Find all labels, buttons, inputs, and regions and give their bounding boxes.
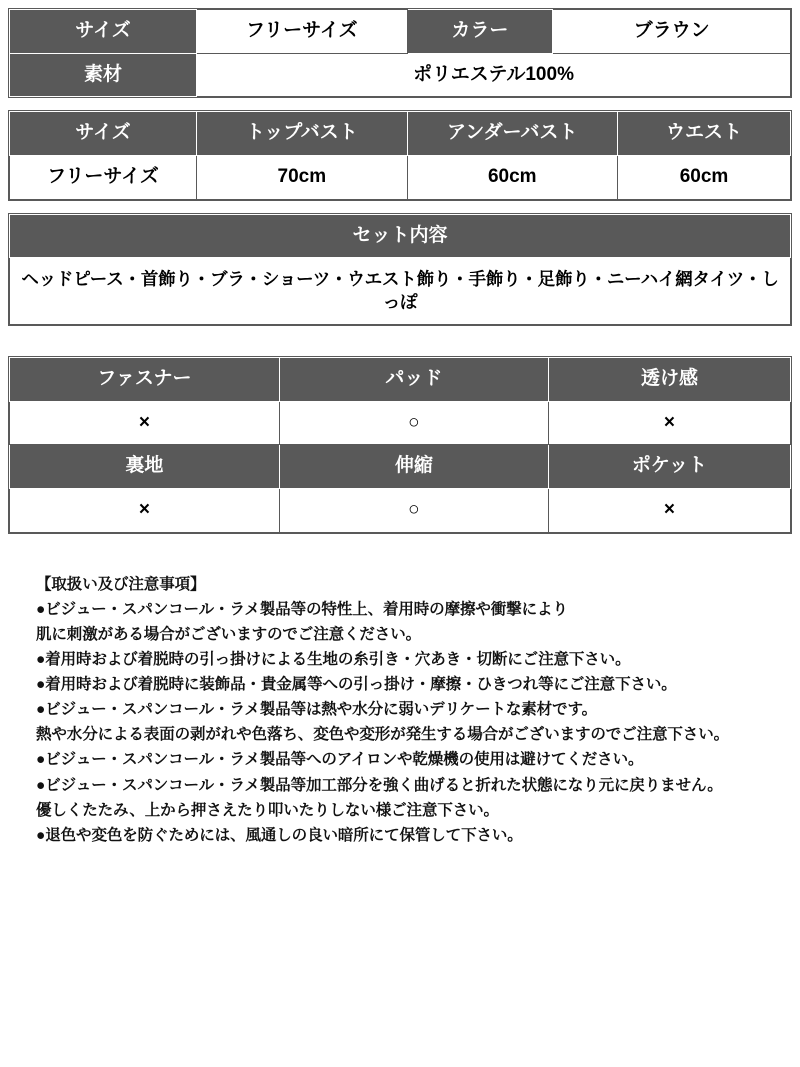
header-lining: 裏地 <box>10 445 280 489</box>
measurements-table <box>8 110 792 200</box>
measurements-table-inner <box>9 111 791 199</box>
care-note-line: ●着用時および着脱時の引っ掛けによる生地の糸引き・穴あき・切断にご注意下さい。 <box>36 651 631 669</box>
care-notes <box>36 572 792 848</box>
table-row <box>10 401 791 445</box>
table-row <box>10 489 791 533</box>
table-row <box>10 53 791 97</box>
table-row <box>10 156 791 200</box>
value-color: ブラウン <box>553 10 791 54</box>
care-notes-title: 【取扱い及び注意事項】 <box>36 575 206 593</box>
set-contents-table-inner <box>9 214 791 325</box>
care-note-line: ●ビジュー・スパンコール・ラメ製品等の特性上、着用時の摩擦や衝撃により <box>36 600 568 618</box>
header-top-bust: トップバスト <box>197 112 407 156</box>
care-note-line: 肌に刺激がある場合がございますのでご注意ください。 <box>36 625 422 643</box>
label-material: 素材 <box>10 53 197 97</box>
value-stretch: ○ <box>279 489 548 533</box>
value-lining: × <box>10 489 280 533</box>
value-zipper: × <box>10 401 280 445</box>
header-waist: ウエスト <box>618 112 791 156</box>
features-table <box>8 356 792 534</box>
set-contents-table <box>8 213 792 326</box>
value-pad: ○ <box>279 401 548 445</box>
header-pocket: ポケット <box>548 445 790 489</box>
features-table-inner <box>9 357 791 533</box>
header-under-bust: アンダーバスト <box>407 112 617 156</box>
table-header-row <box>10 445 791 489</box>
basic-spec-table-inner <box>9 9 791 97</box>
table-row <box>10 258 791 325</box>
value-pocket: × <box>548 489 790 533</box>
cell-waist-value: 60cm <box>618 156 791 200</box>
header-sheerness: 透け感 <box>548 357 790 401</box>
table-header-row <box>10 214 791 258</box>
care-note-line: ●ビジュー・スパンコール・ラメ製品等加工部分を強く曲げると折れた状態になり元に戻りません。 <box>36 776 723 794</box>
value-set-contents: ヘッドピース・首飾り・ブラ・ショーツ・ウエスト飾り・手飾り・足飾り・ニーハイ網タイツ・しっぽ <box>10 258 791 325</box>
header-set-contents: セット内容 <box>10 214 791 258</box>
care-note-line: ●退色や変色を防ぐためには、風通しの良い暗所にて保管して下さい。 <box>36 826 523 844</box>
value-size: フリーサイズ <box>197 10 407 54</box>
table-header-row <box>10 112 791 156</box>
header-zipper: ファスナー <box>10 357 280 401</box>
header-pad: パッド <box>279 357 548 401</box>
header-stretch: 伸縮 <box>279 445 548 489</box>
label-size: サイズ <box>10 10 197 54</box>
table-row <box>10 10 791 54</box>
cell-under-bust-value: 60cm <box>407 156 617 200</box>
header-size: サイズ <box>10 112 197 156</box>
value-sheerness: × <box>548 401 790 445</box>
cell-top-bust-value: 70cm <box>197 156 407 200</box>
label-color: カラー <box>407 10 553 54</box>
care-note-line: 熱や水分による表面の剥がれや色落ち、変色や変形が発生する場合がございますのでご注意下さい。 <box>36 726 730 744</box>
cell-size-value: フリーサイズ <box>10 156 197 200</box>
care-note-line: 優しくたたみ、上から押さえたり叩いたりしない様ご注意下さい。 <box>36 801 499 819</box>
care-note-line: ●ビジュー・スパンコール・ラメ製品等は熱や水分に弱いデリケートな素材です。 <box>36 701 598 719</box>
table-header-row <box>10 357 791 401</box>
section-spacer <box>8 338 792 356</box>
care-note-line: ●着用時および着脱時に装飾品・貴金属等への引っ掛け・摩擦・ひきつれ等にご注意下さい。 <box>36 676 677 694</box>
care-note-line: ●ビジュー・スパンコール・ラメ製品等へのアイロンや乾燥機の使用は避けてください。 <box>36 751 644 769</box>
basic-spec-table <box>8 8 792 98</box>
value-material: ポリエステル100% <box>197 53 791 97</box>
